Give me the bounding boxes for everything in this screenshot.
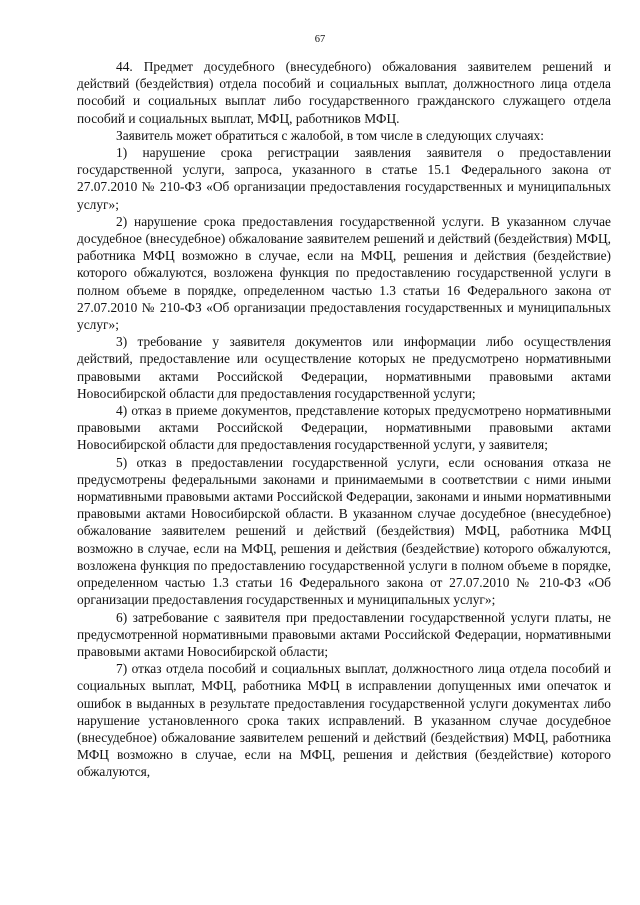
- paragraph-intro-cases: Заявитель может обратиться с жалобой, в том числе в следующих случаях:: [116, 127, 544, 143]
- page-number: 67: [314, 34, 326, 45]
- document-body: [77, 58, 611, 781]
- paragraph-case-3: 3) требование у заявителя документов или информации либо осуществления действий, предоставление или осуществление которых не предусмотрено нормативными правовыми актами Российской Федерации, нормативными правовыми актами Новосибирской области для предоставления государственной услуги;: [77, 334, 611, 401]
- paragraph-case-6: 6) затребование с заявителя при предоставлении государственной услуги платы, не предусмотренной нормативными правовыми актами Российской Федерации, нормативными правовыми актами Новосибирской области;: [77, 609, 611, 659]
- paragraph-case-5: 5) отказ в предоставлении государственной услуги, если основания отказа не предусмотрены федеральными законами и принимаемыми в соответствии с ними иными нормативными правовыми актами Российской Федерации, законами и иными нормативными правовыми актами Новосибирской области. В указанном случае досудебное (внесудебное) обжалование заявителем решений и действий (бездействия) МФЦ, работника МФЦ возможно в случае, если на МФЦ, решения и действия (бездействие) которого обжалуются, возложена функция по предоставлению государственной услуги в полном объеме в порядке, определенном частью 1.3 статьи 16 Федерального закона от 27.07.2010 № 210-ФЗ «Об организации предоставления государственных и муниципальных услуг»;: [77, 454, 611, 608]
- paragraph-case-1: 1) нарушение срока регистрации заявления заявителя о предоставлении государственной услуги, запроса, указанного в статье 15.1 Федерального закона от 27.07.2010 № 210-ФЗ «Об организации предоставления государственных и муниципальных услуг»;: [77, 145, 611, 212]
- paragraph-case-2: 2) нарушение срока предоставления государственной услуги. В указанном случае досудебное (внесудебное) обжалование заявителем решений и действий (бездействия) МФЦ, работника МФЦ возможно в случае, если на МФЦ, решения и действия (бездействие) которого обжалуются, возложена функция по предоставлению государственной услуги в полном объеме в порядке, определенном частью 1.3 статьи 16 Федерального закона от 27.07.2010 № 210-ФЗ «Об организации предоставления государственных и муниципальных услуг»;: [77, 213, 611, 333]
- paragraph-section-44: 44. Предмет досудебного (внесудебного) обжалования заявителем решений и действий (бездействия) отдела пособий и социальных выплат, должностного лица отдела пособий и социальных выплат либо государственного гражданского служащего отдела пособий и социальных выплат, МФЦ, работников МФЦ.: [77, 59, 611, 126]
- paragraph-case-4: 4) отказ в приеме документов, представление которых предусмотрено нормативными правовыми актами Российской Федерации, нормативными правовыми актами Новосибирской области для предоставления государственной услуги, у заявителя;: [77, 403, 611, 453]
- paragraph-case-7: 7) отказ отдела пособий и социальных выплат, должностного лица отдела пособий и социальных выплат, МФЦ, работника МФЦ в исправлении допущенных ими опечаток и ошибок в выданных в результате предоставления государственной услуги документах либо нарушение установленного срока таких исправлений. В указанном случае досудебное (внесудебное) обжалование заявителем решений и действий (бездействия) МФЦ, работника МФЦ возможно в случае, если на МФЦ, решения и действия (бездействие) которого обжалуются,: [77, 661, 611, 780]
